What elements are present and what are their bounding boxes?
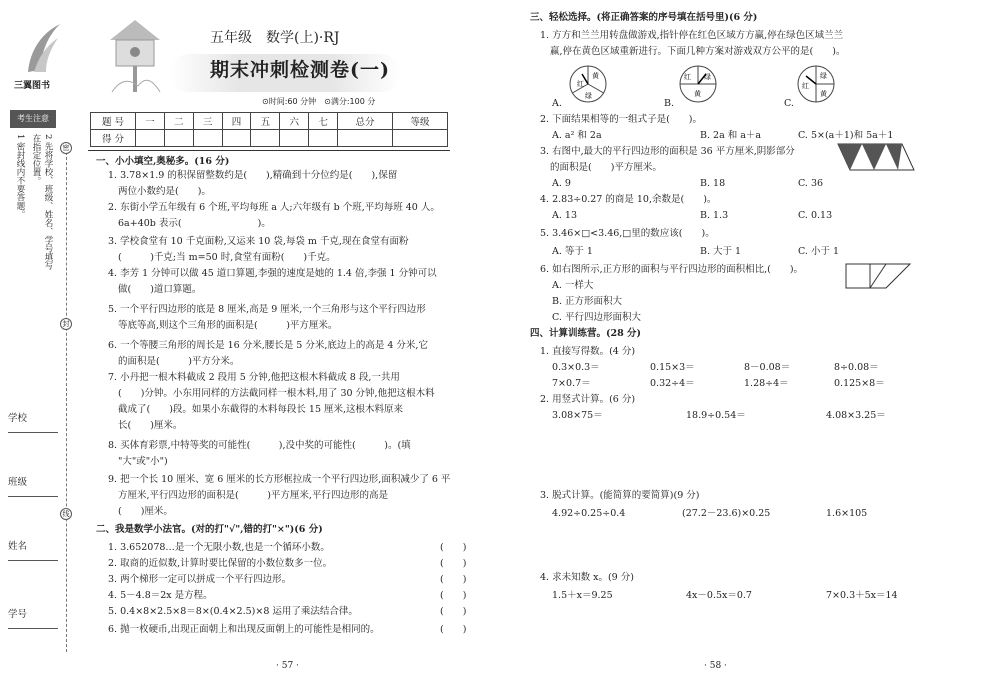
question-line: ( )分钟。小东用同样的方法截同样一根木料,用了 30 分钟,他把这根木料 (118, 388, 435, 399)
option-1-a: A. (552, 98, 562, 109)
grade-subject: 五年级 数学(上)·RJ (210, 30, 340, 46)
score-input[interactable] (222, 130, 251, 147)
question-line: 4. 李芳 1 分钟可以做 45 道口算题,李强的速度是她的 1.4 倍,李强 1 分钟可以 (108, 268, 437, 279)
calc-1-item: 8÷0.08＝ (834, 362, 879, 373)
shaded-triangles-diagram-icon (838, 144, 914, 170)
question-line: 3. 学校食堂有 10 千克面粉,又运来 10 袋,每袋 m 千克,现在食堂有面粉 (108, 236, 409, 247)
calc-4-item: 7×0.3＋5x＝14 (826, 590, 898, 601)
question-line: ( )厘米。 (118, 506, 173, 517)
calc-2-item: 18.9÷0.54＝ (686, 410, 746, 421)
answer-paren[interactable]: ( ) (440, 574, 467, 585)
score-input[interactable] (164, 130, 193, 147)
question-line: 1. 3.652078…是一个无限小数,也是一个循环小数。 (108, 542, 330, 553)
question-line: 2. 取商的近似数,计算时要比保留的小数位数多一位。 (108, 558, 333, 569)
calc-3-item: (27.2－23.6)×0.25 (682, 508, 771, 519)
calc-4-item: 1.5＋x＝9.25 (552, 590, 613, 601)
score-cell: 三 (193, 113, 222, 130)
calc-3-item: 4.92÷0.25÷0.4 (552, 508, 626, 519)
question-line: 9. 把一个长 10 厘米、宽 6 厘米的长方形框拉成一个平行四边形,面积减少了 6 平 (108, 474, 451, 485)
score-input[interactable] (392, 130, 447, 147)
question-3-6: 6. 如右图所示,正方形的面积与平行四边形的面积相比,( )。 (540, 264, 804, 275)
notice-item-2: 2 先将学校、班级、姓名、学号填写在指定位置。 (31, 134, 53, 270)
seal-mark-mi: 密 (60, 142, 72, 154)
question-3-5: 5. 3.46×□<3.46,□里的数应该( )。 (540, 228, 715, 239)
section-title: 二、我是数学小法官。(对的打"√",错的打"×")(6 分) (96, 524, 323, 535)
score-table-header-row (91, 113, 448, 130)
student-number-field[interactable] (8, 628, 58, 629)
score-input[interactable] (309, 130, 338, 147)
spinner-a-icon (568, 64, 608, 104)
question-line: 4. 5－4.8＝2x 是方程。 (108, 590, 213, 601)
field-label-number: 学号 (8, 609, 28, 620)
score-cell: 二 (164, 113, 193, 130)
header-rule (88, 150, 450, 151)
question-line: ( )千克;当 m=50 时,食堂有面粉( )千克。 (118, 252, 336, 263)
question-line: 两位小数约是( )。 (118, 186, 211, 197)
spinner-b-label-green: 绿 (704, 73, 711, 81)
option-6-c: C. 平行四边形面积大 (552, 312, 641, 323)
score-input[interactable] (338, 130, 393, 147)
option-3-a: A. 9 (552, 178, 571, 189)
score-table (90, 112, 448, 147)
question-line: "大"或"小") (118, 456, 168, 467)
score-input[interactable] (136, 130, 165, 147)
page-title: 期末冲刺检测卷(一) (210, 59, 390, 81)
option-6-a: A. 一样大 (552, 280, 594, 291)
option-3-c: C. 36 (798, 178, 824, 189)
question-3-1-line-1: 1. 方方和兰兰用转盘做游戏,指针停在红色区域方方赢,停在绿色区域兰兰 (540, 30, 844, 41)
calc-4-item: 4x－0.5x＝0.7 (686, 590, 752, 601)
answer-paren[interactable]: ( ) (440, 606, 467, 617)
calc-4-title: 4. 求未知数 x。(9 分) (540, 572, 634, 583)
score-cell: 得 分 (91, 130, 136, 147)
question-3-4: 4. 2.83÷0.27 的商是 10,余数是( )。 (540, 194, 717, 205)
option-4-c: C. 0.13 (798, 210, 833, 221)
option-6-b: B. 正方形面积大 (552, 296, 623, 307)
option-2-b: B. 2a 和 a＋a (700, 130, 762, 141)
notice-title: 考生注意 (10, 110, 56, 128)
score-cell: 四 (222, 113, 251, 130)
publisher-logo-text: 三翼图书 (14, 81, 51, 91)
option-1-b: B. (664, 98, 675, 109)
square-parallelogram-diagram-icon (846, 264, 910, 288)
question-3-1-line-2: 赢,停在黄色区域重新进行。下面几种方案对游戏双方公平的是( )。 (550, 46, 846, 57)
score-cell: 七 (309, 113, 338, 130)
class-field[interactable] (8, 496, 58, 497)
seal-mark-xian: 线 (60, 508, 72, 520)
calc-1-title: 1. 直接写得数。(4 分) (540, 346, 636, 357)
page-number-right: · 58 · (704, 661, 727, 671)
question-line: 7. 小丹把一根木料截成 2 段用 5 分钟,他把这根木料截成 8 段,一共用 (108, 372, 400, 383)
exam-meta: ⊙时间:60 分钟 ⊙满分:100 分 (262, 97, 376, 106)
question-3-2: 2. 下面结果相等的一组式子是( )。 (540, 114, 702, 125)
field-label-class: 班级 (8, 477, 28, 488)
calc-3-item: 1.6×105 (826, 508, 868, 519)
option-3-b: B. 18 (700, 178, 726, 189)
question-3-3-line-2: 的面积是( )平方厘米。 (550, 162, 662, 173)
answer-paren[interactable]: ( ) (440, 558, 467, 569)
spinner-a-label-green: 绿 (585, 92, 592, 100)
answer-paren[interactable]: ( ) (440, 624, 467, 635)
spinner-b-label-red: 红 (684, 73, 691, 81)
score-input[interactable] (193, 130, 222, 147)
option-4-b: B. 1.3 (700, 210, 729, 221)
question-line: 5. 0.4×8×2.5×8＝8×(0.4×2.5)×8 运用了乘法结合律。 (108, 606, 358, 617)
score-input[interactable] (251, 130, 280, 147)
calc-3-title: 3. 脱式计算。(能简算的要简算)(9 分) (540, 490, 700, 501)
calc-2-title: 2. 用竖式计算。(6 分) (540, 394, 636, 405)
calc-1-item: 0.3×0.3＝ (552, 362, 600, 373)
spinner-b-icon (678, 64, 718, 104)
calc-1-item: 8－0.08＝ (744, 362, 791, 373)
binding-sidebar (8, 22, 74, 642)
question-line: 1. 3.78×1.9 的积保留整数约是( ),精确到十分位约是( ),保留 (108, 170, 398, 181)
option-1-c: C. (784, 98, 794, 109)
option-2-a: A. a² 和 2a (552, 130, 602, 141)
score-cell: 五 (251, 113, 280, 130)
spinner-c-label-green: 绿 (820, 72, 827, 80)
spinner-b-label-yellow: 黄 (694, 90, 701, 98)
calc-2-item: 4.08×3.25＝ (826, 410, 886, 421)
score-input[interactable] (280, 130, 309, 147)
question-line: 方厘米,平行四边形的面积是( )平方厘米,平行四边形的高是 (118, 490, 388, 501)
question-line: 做( )道口算题。 (118, 284, 202, 295)
score-cell: 六 (280, 113, 309, 130)
score-cell: 等级 (392, 113, 447, 130)
section-3-title: 三、轻松选择。(将正确答案的序号填在括号里)(6 分) (530, 12, 758, 23)
publisher-logo-icon (20, 22, 64, 78)
calc-1-item: 1.28÷4＝ (744, 378, 789, 389)
option-5-a: A. 等于 1 (552, 246, 593, 257)
score-cell: 题 号 (91, 113, 136, 130)
question-line: 截成了( )段。如果小东截得的木料每段长 15 厘米,这根木料原来 (118, 404, 404, 415)
question-3-3-line-1: 3. 右图中,最大的平行四边形的面积是 36 平方厘米,阴影部分 (540, 146, 795, 157)
question-line: 6a+40b 表示( )。 (118, 218, 271, 229)
question-line: 的面积是( )平方分米。 (118, 356, 240, 367)
spinner-c-label-yellow: 黄 (820, 90, 827, 98)
answer-paren[interactable]: ( ) (440, 542, 467, 553)
question-line: 长( )厘米。 (118, 420, 183, 431)
spinner-c-label-red: 红 (802, 82, 809, 90)
section-title: 一、小小填空,奥秘多。(16 分) (96, 156, 230, 167)
calc-1-item: 0.32÷4＝ (650, 378, 695, 389)
option-5-b: B. 大于 1 (700, 246, 742, 257)
question-line: 3. 两个梯形一定可以拼成一个平行四边形。 (108, 574, 292, 585)
option-4-a: A. 13 (552, 210, 577, 221)
question-line: 5. 一个平行四边形的底是 8 厘米,高是 9 厘米,一个三角形与这个平行四边形 (108, 304, 426, 315)
calc-1-item: 0.125×8＝ (834, 378, 885, 389)
section-4-title: 四、计算训练营。(28 分) (530, 328, 642, 339)
score-cell: 一 (136, 113, 165, 130)
option-5-c: C. 小于 1 (798, 246, 840, 257)
calc-1-item: 0.15×3＝ (650, 362, 695, 373)
name-field[interactable] (8, 560, 58, 561)
question-line: 等底等高,则这个三角形的面积是( )平方厘米。 (118, 320, 338, 331)
answer-paren[interactable]: ( ) (440, 590, 467, 601)
score-cell: 总分 (338, 113, 393, 130)
calc-2-item: 3.08×75＝ (552, 410, 603, 421)
question-line: 6. 一个等腰三角形的周长是 16 分米,腰长是 5 分米,底边上的高是 4 分米,它 (108, 340, 428, 351)
page-number-left: · 57 · (276, 661, 299, 671)
option-2-c: C. 5×(a＋1)和 5a＋1 (798, 130, 894, 141)
school-field[interactable] (8, 432, 58, 433)
seal-line (66, 142, 67, 652)
notice-item-1: 1 密封线内不要答题。 (15, 134, 25, 219)
calc-1-item: 7×0.7＝ (552, 378, 591, 389)
spinner-a-label-yellow: 黄 (592, 72, 599, 80)
question-line: 8. 买体育彩票,中特等奖的可能性( ),没中奖的可能性( )。(填 (108, 440, 411, 451)
question-line: 2. 东街小学五年级有 6 个班,平均每班 a 人;六年级有 b 个班,平均每班 40 人。 (108, 202, 440, 213)
field-label-name: 姓名 (8, 541, 28, 552)
birdhouse-illustration-icon (104, 14, 166, 94)
question-line: 6. 抛一枚硬币,出现正面朝上和出现反面朝上的可能性是相同的。 (108, 624, 380, 635)
seal-mark-feng: 封 (60, 318, 72, 330)
field-label-school: 学校 (8, 413, 28, 424)
spinner-a-label-red: 红 (577, 80, 584, 88)
score-table-score-row (91, 130, 448, 147)
spinner-c-icon (796, 64, 836, 104)
